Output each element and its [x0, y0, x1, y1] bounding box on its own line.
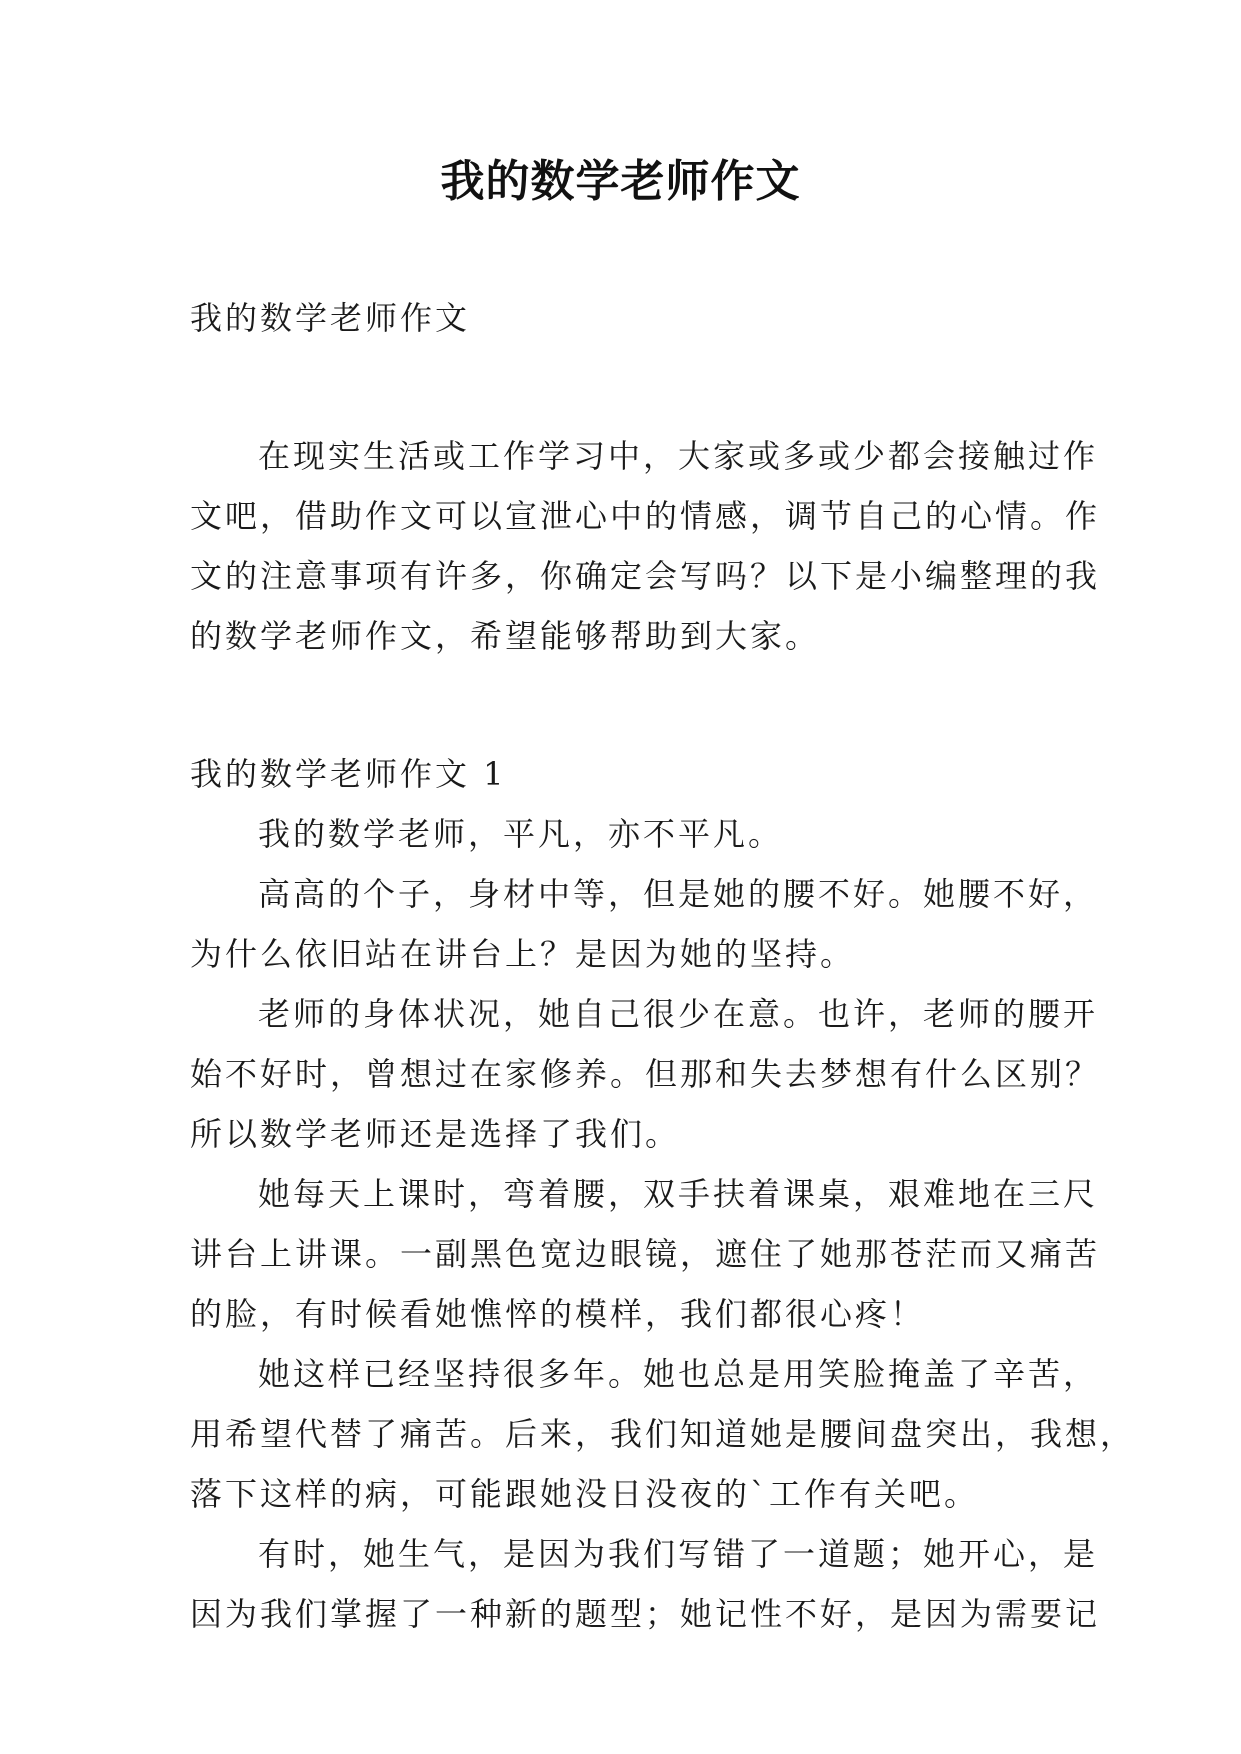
subtitle-line: 我的数学老师作文 — [190, 299, 471, 337]
document-title: 我的数学老师作文 — [440, 156, 801, 207]
paragraph-line: 老师的身体状况，她自己很少在意。也许，老师的腰开 — [258, 995, 1099, 1033]
paragraph-line: 所以数学老师还是选择了我们。 — [190, 1115, 681, 1153]
paragraph-line: 我的数学老师，平凡，亦不平凡。 — [258, 815, 784, 853]
spacer — [190, 348, 1070, 426]
intro-line: 文吧，借助作文可以宣泄心中的情感，调节自己的心情。作 — [190, 497, 1101, 535]
document-body — [190, 288, 1136, 1644]
spacer — [190, 666, 1070, 744]
paragraph-line: 始不好时，曾想过在家修养。但那和失去梦想有什么区别？ — [190, 1055, 1101, 1093]
paragraph-line: 为什么依旧站在讲台上？是因为她的坚持。 — [190, 935, 856, 973]
paragraph-line: 讲台上讲课。一副黑色宽边眼镜，遮住了她那苍茫而又痛苦 — [190, 1235, 1101, 1273]
intro-line: 在现实生活或工作学习中，大家或多或少都会接触过作 — [258, 437, 1099, 475]
paragraph-line: 有时，她生气，是因为我们写错了一道题；她开心，是 — [258, 1535, 1099, 1573]
paragraph-line: 的脸，有时候看她憔悴的模样，我们都很心疼！ — [190, 1295, 926, 1333]
paragraph-line: 她每天上课时，弯着腰，双手扶着课桌，艰难地在三尺 — [258, 1175, 1099, 1213]
intro-line: 的数学老师作文，希望能够帮助到大家。 — [190, 617, 821, 655]
intro-line: 文的注意事项有许多，你确定会写吗？以下是小编整理的我 — [190, 557, 1101, 595]
paragraph-line: 因为我们掌握了一种新的题型；她记性不好，是因为需要记 — [190, 1595, 1101, 1633]
paragraph-line: 高高的个子，身材中等，但是她的腰不好。她腰不好， — [258, 875, 1099, 913]
paragraph-line: 用希望代替了痛苦。后来，我们知道她是腰间盘突出，我想， — [190, 1415, 1136, 1453]
paragraph-line: 她这样已经坚持很多年。她也总是用笑脸掩盖了辛苦， — [258, 1355, 1099, 1393]
section-heading: 我的数学老师作文 1 — [190, 755, 507, 793]
paragraph-line: 落下这样的病，可能跟她没日没夜的`工作有关吧。 — [190, 1475, 980, 1513]
